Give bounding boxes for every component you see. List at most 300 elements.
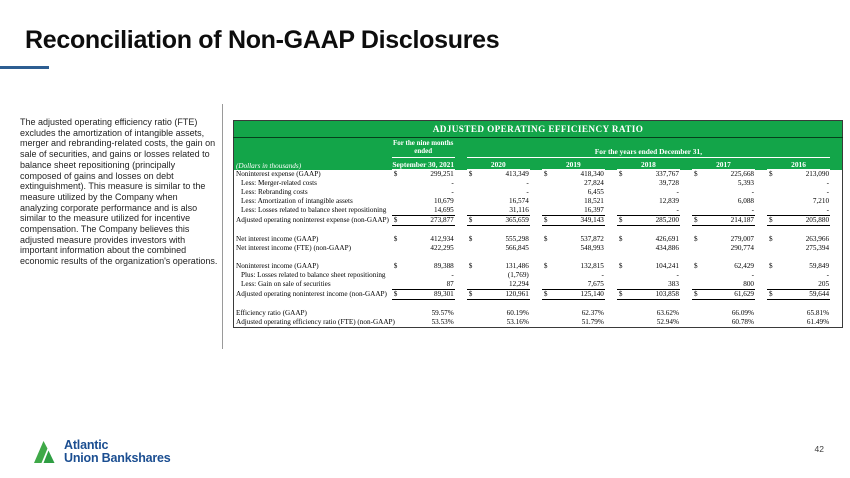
value-cell: - xyxy=(676,271,679,279)
column-header-2017: 2017 xyxy=(692,158,755,170)
row-label: Noninterest income (GAAP) xyxy=(236,262,319,270)
column-gap xyxy=(530,216,542,226)
row-label: Adjusted operating efficiency ratio (FTE) (non-GAAP) xyxy=(236,318,395,326)
column-gap xyxy=(680,244,692,253)
reconciliation-table xyxy=(233,120,843,328)
column-gap xyxy=(755,179,767,188)
column-gap xyxy=(680,280,692,290)
value-cell: 16,397 xyxy=(556,206,605,216)
value-cell: 383 xyxy=(631,280,680,290)
dollar-sign-cell xyxy=(617,244,631,253)
column-gap xyxy=(455,170,467,180)
column-gap xyxy=(605,262,617,271)
column-gap xyxy=(680,290,692,300)
table-row xyxy=(234,188,843,197)
row-label: Adjusted operating noninterest income (non-GAAP) xyxy=(236,290,387,298)
header-spacer xyxy=(680,158,692,170)
header-spacer xyxy=(455,138,467,158)
value-cell: 800 xyxy=(706,280,755,290)
dollar-sign-cell xyxy=(467,280,481,290)
table-row xyxy=(234,197,843,206)
value-cell: (1,769) xyxy=(507,271,529,279)
column-gap xyxy=(830,170,842,180)
column-gap xyxy=(680,206,692,216)
dollar-sign-cell: $ xyxy=(618,170,623,178)
value-cell: 7,210 xyxy=(812,197,830,205)
value-cell: - xyxy=(751,271,754,279)
value-cell: 426,691 xyxy=(655,235,679,243)
value-cell: 66.09% xyxy=(731,309,754,317)
column-gap xyxy=(830,262,842,271)
column-gap xyxy=(455,197,467,206)
column-gap xyxy=(755,197,767,206)
dollar-sign-cell xyxy=(692,271,706,280)
dollar-sign-cell xyxy=(392,179,406,188)
dollar-sign-cell xyxy=(767,179,781,188)
page-title: Reconciliation of Non-GAAP Disclosures xyxy=(25,26,500,54)
dollar-sign-cell xyxy=(392,271,406,280)
column-gap xyxy=(830,235,842,244)
header-spacer xyxy=(755,158,767,170)
dollar-sign-cell xyxy=(617,280,631,290)
column-gap xyxy=(680,271,692,280)
value-cell: - xyxy=(601,271,604,279)
dollar-sign-cell xyxy=(542,188,556,197)
column-gap xyxy=(605,179,617,188)
dollar-sign-cell xyxy=(767,309,781,318)
row-label: Adjusted operating noninterest expense (non-GAAP) xyxy=(236,216,389,224)
value-cell: 60.19% xyxy=(506,309,529,317)
dollar-sign-cell xyxy=(467,188,481,197)
dollar-sign-cell: $ xyxy=(693,170,698,178)
dollar-sign-cell xyxy=(617,206,631,216)
column-gap xyxy=(530,206,542,216)
column-gap xyxy=(455,188,467,197)
column-gap xyxy=(755,280,767,290)
dollar-sign-cell: $ xyxy=(618,235,623,243)
value-cell: 285,200 xyxy=(631,216,680,226)
column-gap xyxy=(530,309,542,318)
dollar-sign-cell xyxy=(392,206,406,216)
company-logo xyxy=(33,438,171,465)
column-gap xyxy=(455,244,467,253)
column-gap xyxy=(830,318,842,328)
column-gap xyxy=(680,235,692,244)
dollar-sign-cell: $ xyxy=(617,290,631,300)
column-gap xyxy=(830,290,842,300)
column-gap xyxy=(530,271,542,280)
dollar-sign-cell xyxy=(392,280,406,290)
dollar-sign-cell xyxy=(767,197,781,206)
years-ended-header: For the years ended December 31, xyxy=(467,138,830,158)
value-cell: 31,116 xyxy=(481,206,530,216)
table-body xyxy=(234,170,843,328)
value-cell: 59,644 xyxy=(781,290,830,300)
dollar-sign-cell xyxy=(467,206,481,216)
dollar-sign-cell: $ xyxy=(769,262,773,270)
value-cell: 27,824 xyxy=(584,179,604,187)
title-accent-rule xyxy=(0,66,49,69)
dollar-sign-cell xyxy=(767,318,781,328)
row-label: Net interest income (GAAP) xyxy=(236,235,319,243)
value-cell: 125,140 xyxy=(556,290,605,300)
value-cell: - xyxy=(706,206,755,216)
column-gap xyxy=(605,290,617,300)
table-row xyxy=(234,280,843,290)
spacer-row xyxy=(234,253,843,262)
spacer-row xyxy=(234,226,843,236)
dollar-sign-cell xyxy=(542,280,556,290)
table-row xyxy=(234,216,843,226)
dollar-sign-cell xyxy=(392,244,406,253)
column-gap xyxy=(530,262,542,271)
value-cell: 63.62% xyxy=(656,309,679,317)
table-row xyxy=(234,262,843,271)
dollar-sign-cell xyxy=(692,197,706,206)
value-cell: 299,251 xyxy=(430,170,454,178)
dollar-sign-cell: $ xyxy=(617,216,631,226)
value-cell: 14,695 xyxy=(406,206,455,216)
dollar-sign-cell xyxy=(542,318,556,328)
value-cell: - xyxy=(781,206,830,216)
column-gap xyxy=(455,206,467,216)
column-gap xyxy=(755,206,767,216)
table-row xyxy=(234,206,843,216)
column-header-2016: 2016 xyxy=(767,158,830,170)
column-gap xyxy=(755,290,767,300)
table-row xyxy=(234,244,843,253)
column-gap xyxy=(530,170,542,180)
column-gap xyxy=(605,235,617,244)
column-gap xyxy=(455,271,467,280)
value-cell: 62.37% xyxy=(581,309,604,317)
header-spacer xyxy=(830,158,842,170)
value-cell: 273,877 xyxy=(406,216,455,226)
table-period-row xyxy=(234,138,843,158)
value-cell: - xyxy=(451,271,454,279)
header-spacer xyxy=(830,138,842,158)
dollar-sign-cell: $ xyxy=(392,216,406,226)
dollar-sign-cell xyxy=(692,206,706,216)
value-cell: 53.53% xyxy=(431,318,454,326)
value-cell: 225,668 xyxy=(730,170,754,178)
dollar-sign-cell: $ xyxy=(468,170,473,178)
dollar-sign-cell: $ xyxy=(769,235,773,243)
dollar-sign-cell: $ xyxy=(692,290,706,300)
value-cell: - xyxy=(526,188,529,196)
column-gap xyxy=(530,235,542,244)
column-gap xyxy=(680,179,692,188)
value-cell: 65.81% xyxy=(806,309,830,317)
column-gap xyxy=(455,235,467,244)
value-cell: 263,966 xyxy=(805,235,830,243)
nine-months-header: For the nine months ended xyxy=(392,138,455,158)
row-label: Less: Losses related to balance sheet repositioning xyxy=(241,206,387,215)
value-cell: 132,815 xyxy=(580,262,604,270)
value-cell: 89,388 xyxy=(433,262,454,270)
table-title-row xyxy=(234,121,843,138)
column-gap xyxy=(755,188,767,197)
intro-paragraph: The adjusted operating efficiency ratio (FTE) excludes the amortization of intangible assets, merger and rebranding-related costs, the gain on sale of securities, and gains or losses related to balance sheet repositioning (principally composed of gains and losses on debt extinguishment). This measure is similar to the measure utilized by the Company when analyzing corporate performance and is also similar to the measure utilized for incentive compensation. The Company believes this adjusted measure provides investors with important information about the combined economic results of the organization's operations. xyxy=(20,117,218,267)
column-gap xyxy=(605,244,617,253)
dollar-sign-cell: $ xyxy=(543,170,548,178)
value-cell: - xyxy=(826,188,830,196)
column-gap xyxy=(455,290,467,300)
column-gap xyxy=(755,309,767,318)
value-cell: 18,521 xyxy=(584,197,604,205)
column-gap xyxy=(530,280,542,290)
dollar-sign-cell xyxy=(692,280,706,290)
value-cell: 434,886 xyxy=(655,244,679,252)
value-cell: 62,429 xyxy=(734,262,754,270)
dollar-sign-cell: $ xyxy=(542,216,556,226)
dollar-sign-cell xyxy=(467,179,481,188)
value-cell: 566,845 xyxy=(505,244,529,252)
row-label: Net interest income (FTE) (non-GAAP) xyxy=(236,244,351,252)
column-gap xyxy=(830,216,842,226)
column-header-2020: 2020 xyxy=(467,158,530,170)
dollar-sign-cell: $ xyxy=(767,290,781,300)
value-cell: 205,880 xyxy=(781,216,830,226)
row-label: Plus: Losses related to balance sheet repositioning xyxy=(241,271,386,279)
vertical-divider xyxy=(222,104,223,349)
table-row xyxy=(234,170,843,180)
value-cell: - xyxy=(451,179,454,187)
value-cell: 12,294 xyxy=(481,280,530,290)
blank-cell xyxy=(234,253,843,262)
header-spacer xyxy=(455,158,467,170)
column-gap xyxy=(455,179,467,188)
value-cell: 59,849 xyxy=(809,262,830,270)
column-gap xyxy=(455,216,467,226)
value-cell: 39,728 xyxy=(659,179,679,187)
value-cell: 61,629 xyxy=(706,290,755,300)
column-gap xyxy=(605,309,617,318)
column-gap xyxy=(530,179,542,188)
row-label: Less: Amortization of intangible assets xyxy=(241,197,353,205)
column-gap xyxy=(605,318,617,328)
column-gap xyxy=(680,188,692,197)
table-row xyxy=(234,235,843,244)
value-cell: 59.57% xyxy=(431,309,454,317)
dollar-sign-cell: $ xyxy=(467,290,481,300)
value-cell: 412,934 xyxy=(430,235,454,243)
value-cell: 12,839 xyxy=(659,197,679,205)
dollar-sign-cell: $ xyxy=(543,235,548,243)
dollar-sign-cell xyxy=(617,309,631,318)
value-cell: 537,872 xyxy=(580,235,604,243)
column-gap xyxy=(755,244,767,253)
value-cell: 89,301 xyxy=(406,290,455,300)
dollar-sign-cell xyxy=(767,280,781,290)
table-row xyxy=(234,271,843,280)
logo-mountain-icon xyxy=(33,438,59,465)
row-label: Less: Merger-related costs xyxy=(241,179,317,187)
table-row xyxy=(234,318,843,328)
dollar-sign-cell: $ xyxy=(693,235,698,243)
column-gap xyxy=(605,206,617,216)
dollar-sign-cell xyxy=(692,188,706,197)
row-label: Efficiency ratio (GAAP) xyxy=(236,309,307,317)
dollar-sign-cell: $ xyxy=(393,170,398,178)
column-gap xyxy=(530,244,542,253)
column-gap xyxy=(680,197,692,206)
dollar-sign-cell xyxy=(467,271,481,280)
row-label: Less: Rebranding costs xyxy=(241,188,308,196)
column-gap xyxy=(830,244,842,253)
column-gap xyxy=(455,280,467,290)
dollar-sign-cell xyxy=(767,271,781,280)
dollar-sign-cell xyxy=(692,318,706,328)
value-cell: 279,007 xyxy=(730,235,754,243)
dollar-sign-cell xyxy=(767,244,781,253)
dollar-sign-cell: $ xyxy=(618,262,623,270)
column-gap xyxy=(680,318,692,328)
column-gap xyxy=(830,188,842,197)
column-gap xyxy=(455,318,467,328)
value-cell: - xyxy=(676,188,679,196)
value-cell: 52.94% xyxy=(656,318,679,326)
column-gap xyxy=(830,309,842,318)
column-gap xyxy=(755,216,767,226)
value-cell: 418,340 xyxy=(580,170,604,178)
dollar-sign-cell: $ xyxy=(543,262,548,270)
value-cell: 61.49% xyxy=(806,318,830,326)
dollar-sign-cell xyxy=(542,179,556,188)
value-cell: 16,574 xyxy=(509,197,529,205)
column-gap xyxy=(680,262,692,271)
dollar-sign-cell xyxy=(392,188,406,197)
column-gap xyxy=(680,170,692,180)
page-number: 42 xyxy=(814,444,824,454)
column-gap xyxy=(680,216,692,226)
value-cell: 6,455 xyxy=(587,188,604,196)
column-gap xyxy=(530,197,542,206)
column-gap xyxy=(755,170,767,180)
column-gap xyxy=(605,170,617,180)
dollar-sign-cell xyxy=(392,309,406,318)
column-gap xyxy=(680,309,692,318)
table-row xyxy=(234,309,843,318)
column-gap xyxy=(830,280,842,290)
dollar-sign-cell: $ xyxy=(393,262,398,270)
table-header xyxy=(234,121,843,170)
row-label: Less: Gain on sale of securities xyxy=(241,280,331,289)
dollar-sign-cell xyxy=(617,179,631,188)
value-cell: - xyxy=(631,206,680,216)
dollar-sign-cell xyxy=(692,244,706,253)
dollar-sign-cell xyxy=(542,244,556,253)
dollar-sign-cell: $ xyxy=(393,235,398,243)
dollar-sign-cell: $ xyxy=(692,216,706,226)
table-row xyxy=(234,179,843,188)
dollar-sign-cell xyxy=(467,197,481,206)
dollar-sign-cell xyxy=(767,206,781,216)
dollars-in-thousands-label: (Dollars in thousands) xyxy=(234,158,392,170)
header-spacer xyxy=(530,158,542,170)
column-gap xyxy=(755,235,767,244)
column-gap xyxy=(530,290,542,300)
column-gap xyxy=(530,188,542,197)
logo-text xyxy=(64,439,171,464)
value-cell: 51.79% xyxy=(581,318,604,326)
header-spacer xyxy=(605,158,617,170)
value-cell: 214,187 xyxy=(706,216,755,226)
value-cell: 213,090 xyxy=(805,170,830,178)
column-header-sep-2021: September 30, 2021 xyxy=(392,158,455,170)
value-cell: - xyxy=(826,179,830,187)
column-gap xyxy=(605,271,617,280)
column-gap xyxy=(755,271,767,280)
table-title: ADJUSTED OPERATING EFFICIENCY RATIO xyxy=(234,121,843,138)
dollar-sign-cell xyxy=(617,197,631,206)
value-cell: - xyxy=(526,179,529,187)
value-cell: 87 xyxy=(406,280,455,290)
dollar-sign-cell: $ xyxy=(467,216,481,226)
logo-line2: Union Bankshares xyxy=(64,450,171,465)
column-gap xyxy=(530,318,542,328)
table-column-row xyxy=(234,158,843,170)
value-cell: 103,858 xyxy=(631,290,680,300)
column-gap xyxy=(830,179,842,188)
dollar-sign-cell: $ xyxy=(767,216,781,226)
value-cell: 104,241 xyxy=(655,262,679,270)
value-cell: 413,349 xyxy=(505,170,529,178)
logo-line1: Atlantic xyxy=(64,438,109,452)
dollar-sign-cell: $ xyxy=(693,262,698,270)
value-cell: 60.78% xyxy=(731,318,754,326)
dollar-sign-cell xyxy=(617,271,631,280)
value-cell: 290,774 xyxy=(730,244,754,252)
dollar-sign-cell xyxy=(542,309,556,318)
column-header-2018: 2018 xyxy=(617,158,680,170)
value-cell: - xyxy=(826,271,830,279)
value-cell: 548,993 xyxy=(580,244,604,252)
header-spacer xyxy=(234,138,392,158)
dollar-sign-cell: $ xyxy=(392,290,406,300)
blank-cell xyxy=(234,300,843,310)
value-cell: 337,767 xyxy=(655,170,679,178)
column-gap xyxy=(605,216,617,226)
column-gap xyxy=(830,271,842,280)
dollar-sign-cell xyxy=(692,179,706,188)
value-cell: 349,143 xyxy=(556,216,605,226)
value-cell: 422,295 xyxy=(430,244,454,252)
dollar-sign-cell xyxy=(467,244,481,253)
value-cell: 10,679 xyxy=(433,197,454,205)
dollar-sign-cell xyxy=(617,188,631,197)
column-gap xyxy=(830,197,842,206)
table-row xyxy=(234,290,843,300)
column-gap xyxy=(755,318,767,328)
column-gap xyxy=(755,262,767,271)
value-cell: 131,486 xyxy=(505,262,529,270)
dollar-sign-cell xyxy=(542,271,556,280)
value-cell: 555,298 xyxy=(505,235,529,243)
dollar-sign-cell: $ xyxy=(468,235,473,243)
value-cell: - xyxy=(451,188,454,196)
spacer-row xyxy=(234,300,843,310)
dollar-sign-cell xyxy=(467,318,481,328)
value-cell: 275,394 xyxy=(805,244,830,252)
value-cell: 53.16% xyxy=(506,318,529,326)
dollar-sign-cell xyxy=(617,318,631,328)
value-cell: - xyxy=(751,188,754,196)
dollar-sign-cell xyxy=(542,206,556,216)
blank-cell xyxy=(234,226,843,236)
dollar-sign-cell: $ xyxy=(769,170,773,178)
column-gap xyxy=(605,188,617,197)
